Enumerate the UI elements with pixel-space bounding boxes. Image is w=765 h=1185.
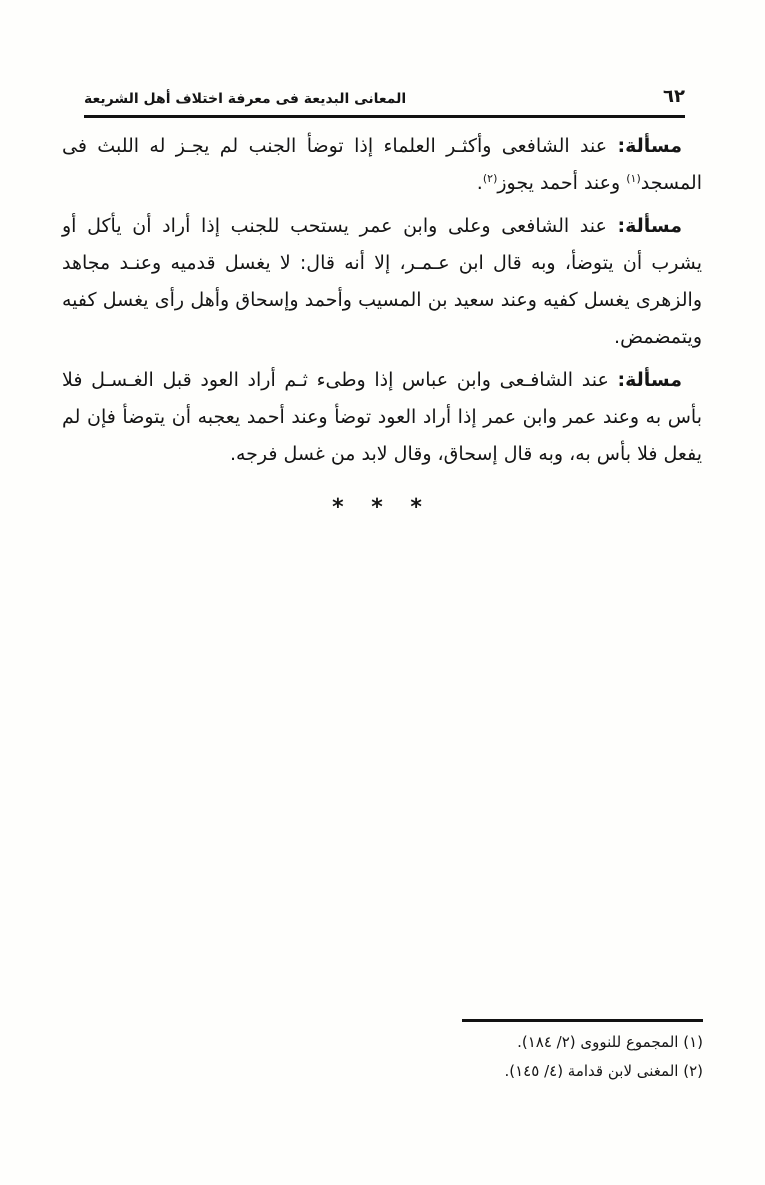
- masala-label: مسألة:: [617, 135, 682, 157]
- paragraph-text: عند الشافعى وأكثـر العلماء إذا توضأ الجنب لم يجـز له اللبث فى المسجد: [62, 135, 702, 194]
- footnotes-block: [462, 1019, 703, 1086]
- paragraph-text: عند الشافعى وعلى وابن عمر يستحب للجنب إذا أراد أن يأكل أو يشرب أن يتوضأ، وبه قال ابن عـمـر، إلا أنه قال: لا يغسل قدميه وعنـد مجاهد والزهرى يغسل كفيه وعند سعيد بن المسيب وأحمد وإسحاق وأهل رأى يغسل كفيه ويتمضمض.: [62, 215, 702, 348]
- page-header: [84, 86, 685, 118]
- section-end-ornament: * * *: [332, 495, 432, 520]
- paragraph-text: عند الشافـعى وابن عباس إذا وطىء ثـم أراد العود قبل الغـسـل فلا بأس به وعند عمر وابن عمر إذا أراد العود توضأ وعند أحمد يعجبه أن يتوضأ فإن لم يفعل فلا بأس به، وبه قال إسحاق، وقال لابد من غسل فرجه.: [62, 369, 702, 465]
- paragraph-2: [62, 208, 702, 356]
- footnote-2: (٢) المغنى لابن قدامة (٤/ ١٤٥).: [504, 1062, 703, 1080]
- footnote-marker-1: (١): [626, 172, 641, 185]
- paragraph-3: [62, 362, 702, 473]
- masala-label: مسألة:: [617, 369, 682, 391]
- page-number: ٦٢: [663, 86, 685, 107]
- masala-label: مسألة:: [617, 215, 682, 237]
- paragraph-text: وعند أحمد يجوز: [497, 172, 621, 194]
- paragraph-1: [62, 128, 702, 202]
- page-body: [62, 128, 702, 526]
- paragraph-text: .: [476, 172, 483, 194]
- running-head-title: المعانى البديعة فى معرفة اختلاف أهل الشريعة: [84, 91, 407, 107]
- footnote-1: (١) المجموع للنووى (٢/ ١٨٤).: [517, 1033, 703, 1051]
- footnote-marker-2: (٢): [482, 172, 498, 185]
